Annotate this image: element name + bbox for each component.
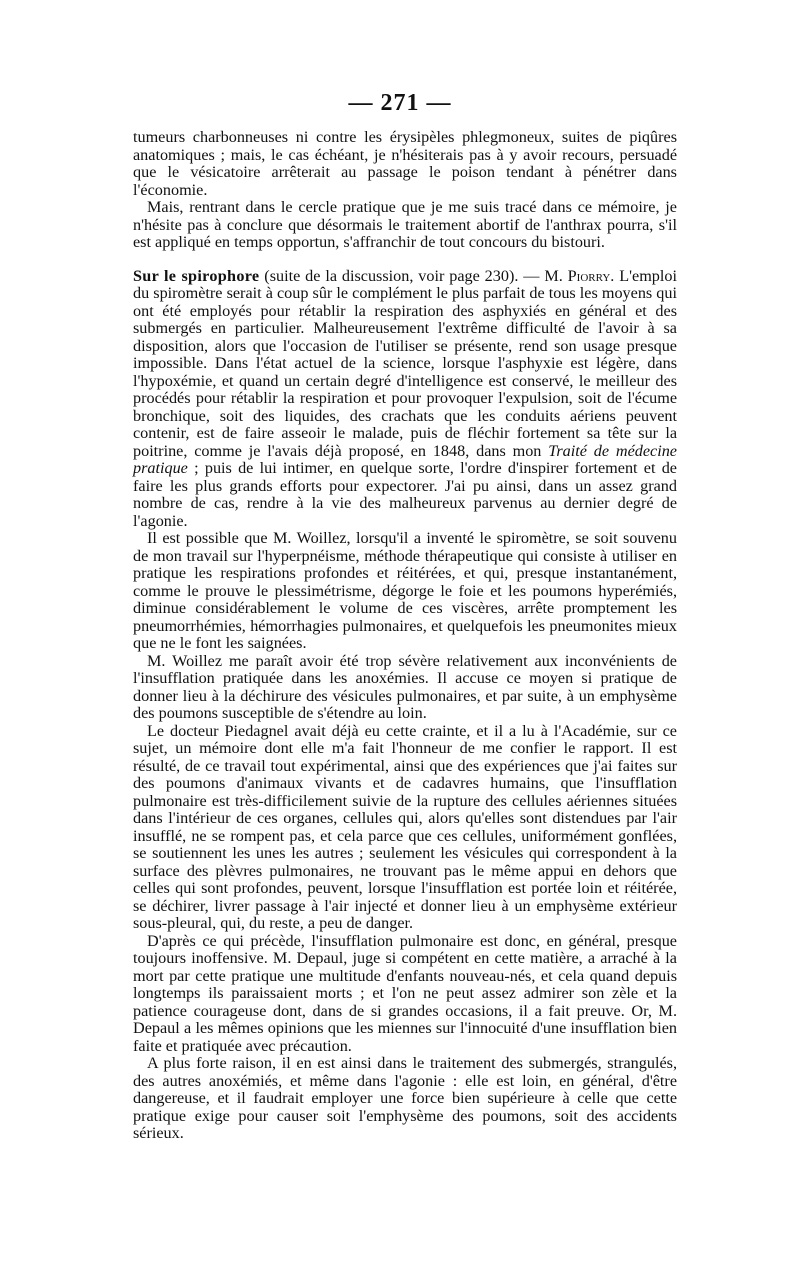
paragraph-2: Mais, rentrant dans le cercle pratique que je me suis tracé dans ce mémoire, je n'hésite pas à conclure que désormais le traitement abortif de l'anthrax pourra, s'il est appliqué en temps opportun, s'affranchir de tout concours du bistouri. bbox=[133, 198, 677, 251]
paragraph-6: Le docteur Piedagnel avait déjà eu cette crainte, et il a lu à l'Académie, sur ce sujet, un mémoire dont elle m'a fait l'honneur de me confier le rapport. Il est résulté, de ce travail tout expérimental, ainsi que des expériences que j'ai faites sur des poumons d'animaux vivants et de cadavres humains, que l'insufflation pulmonaire est très-difficilement suivie de la rupture des cellules aériennes situées dans l'intérieur de ces organes, cellules qui, alors qu'elles sont distendues par l'air insufflé, ne se rompent pas, et cela parce que ces cellules, uniformément gonflées, se soutiennent les unes les autres ; seulement les vésicules qui correspondent à la surface des plèvres pulmonaires, ne trouvant pas le même appui en dehors que celles qui sont profondes, peuvent, lorsque l'insufflation est portée loin et réitérée, se déchirer, livrer passage à l'air injecté et donner lieu à un emphysème extérieur sous-pleural, qui, du reste, a peu de danger. bbox=[133, 721, 677, 932]
section-title: Sur le spirophore bbox=[133, 266, 260, 285]
book-title: Traité de médecine pratique bbox=[133, 441, 677, 477]
paragraph-8: A plus forte raison, il en est ainsi dans le traitement des submergés, strangulés, des autres anoxémiés, et même dans l'agonie : elle est loin, en général, d'être dangereuse, et il faudrait employer une force bien supérieure à celle que cette pratique exige pour causer soit l'emphysème des poumons, soit des accidents sérieux. bbox=[133, 1054, 677, 1142]
section-text-a: . L'emploi du spiromètre serait à coup sûr le complément le plus parfait de tous les moyens qui ont été employés pour rétablir la respiration des asphyxiés en général et des submergés en particulier. Malheureusement l'extrême difficulté de l'avoir à sa disposition, alors que l'occasion de l'utiliser se présente, rend son usage presque impossible. Dans l'état actuel de la science, lorsque l'asphyxie est légère, dans l'hypoxémie, et quand un certain degré d'intelligence est conservé, le meilleur des procédés pour rétablir la respiration et pour provoquer l'expulsion, soit de l'écume bronchique, soit des liquides, des crachats que les conduits aériens peuvent contenir, est de faire asseoir le malade, puis de fléchir fortement sa tête sur la poitrine, comme je l'avais déjà proposé, en 1848, dans mon bbox=[133, 266, 677, 460]
section-spirophore bbox=[133, 268, 677, 531]
section-intro: (suite de la discussion, voir page 230). — M. bbox=[259, 266, 568, 285]
paragraph-5: M. Woillez me paraît avoir été trop sévère relativement aux inconvénients de l'insufflation pratiquée dans les anoxémies. Il accuse ce moyen si pratique de donner lieu à la déchirure des vésicules pulmonaires, et par suite, à un emphysème des poumons susceptible de s'étendre au loin. bbox=[133, 651, 677, 722]
page-number-header: — 271 — bbox=[348, 90, 452, 116]
speaker-name: Piorry bbox=[567, 266, 611, 285]
body-text bbox=[133, 129, 677, 1143]
section-text-b: ; puis de lui intimer, en quelque sorte, l'ordre d'inspirer fortement et de faire les plus grands efforts pour expectorer. J'ai pu ainsi, dans un assez grand nombre de cas, rendre à la vie des malheureux parvenus au dernier degré de l'agonie. bbox=[133, 459, 677, 530]
paragraph-4: Il est possible que M. Woillez, lorsqu'il a inventé le spiromètre, se soit souvenu de mon travail sur l'hyperpnéisme, méthode thérapeutique qui consiste à utiliser en pratique les respirations profondes et réitérées, et qui, presque instantanément, comme le prouve le plessimétrisme, dégorge le foie et les poumons hyperémiés, diminue considérablement le volume de ces viscères, arrête promptement les pneumorrhémies, hémorrhagies pulmonaires, et quelquefois les pneumonites mieux que ne le font les saignées. bbox=[133, 529, 677, 652]
paragraph-7: D'après ce qui précède, l'insufflation pulmonaire est donc, en général, presque toujours inoffensive. M. Depaul, juge si compétent en cette matière, a arraché à la mort par cette pratique une multitude d'enfants nouveau-nés, et cela quand depuis longtemps ils paraissaient morts ; et l'on ne peut assez admirer son zèle et la patience courageuse dont, dans de si grandes occasions, il a fait preuve. Or, M. Depaul a les mêmes opinions que les miennes sur l'innocuité d'une insufflation bien faite et pratiquée avec précaution. bbox=[133, 931, 677, 1055]
paragraph-1: tumeurs charbonneuses ni contre les érysipèles phlegmoneux, suites de piqûres anatomiques ; mais, le cas échéant, je n'hésiterais pas à y avoir recours, persuadé que le vésicatoire arrêterait au passage le poison tendant à pénétrer dans l'économie. bbox=[133, 128, 677, 199]
